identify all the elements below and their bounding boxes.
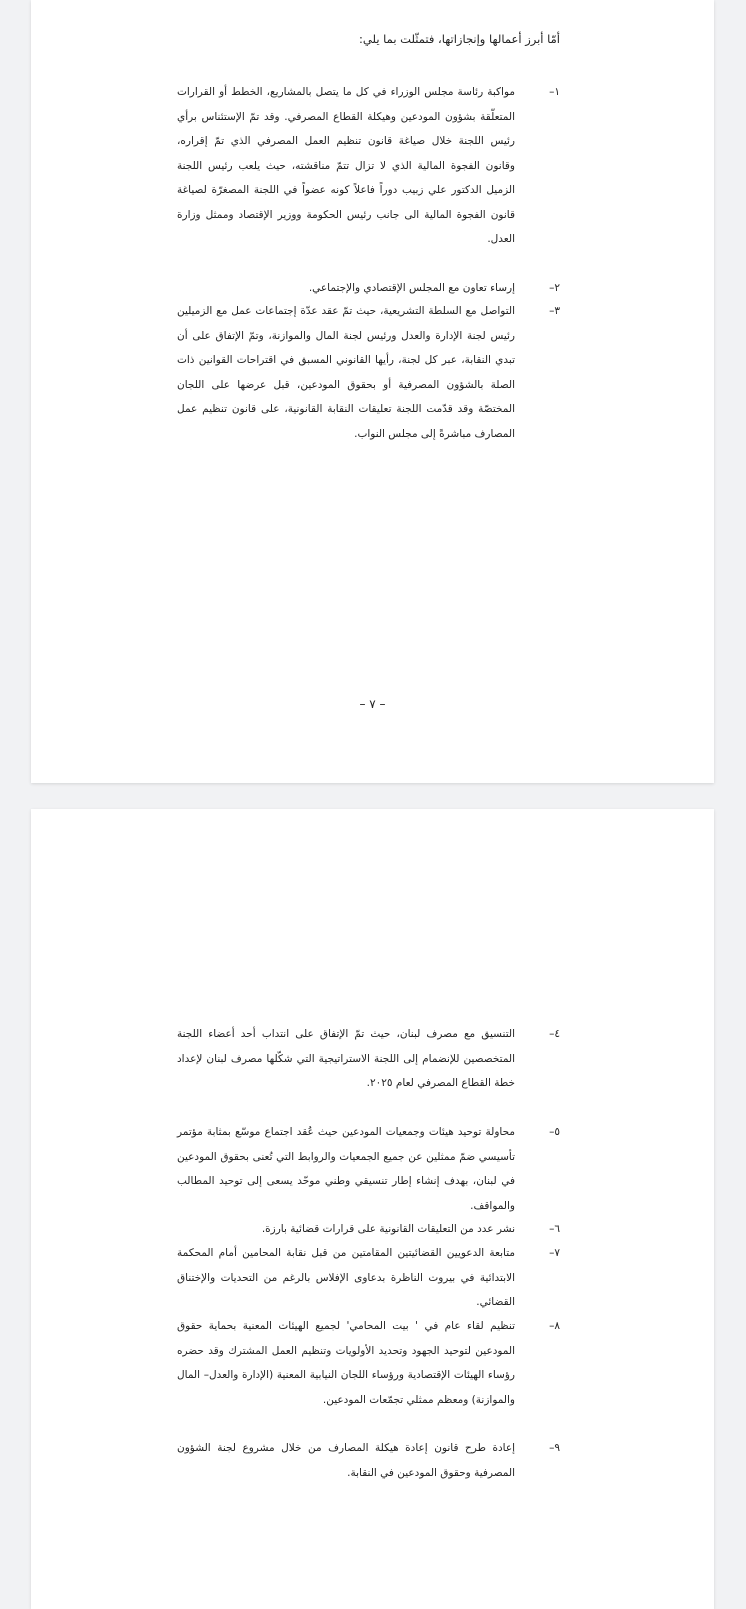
document-page-2 (31, 809, 714, 1609)
item-number: ٦– (549, 1223, 560, 1235)
item-text: نشر عدد من التعليقات القانونية على قرارات قضائية بارزة. (261, 1223, 515, 1235)
document-page-1 (31, 0, 714, 783)
item-text: التنسيق مع مصرف لبنان، حيث تمّ الإتفاق على انتداب أحد أعضاء اللجنة المتخصصين للإنضمام إلى اللجنة الاستراتيجية التي شكّلها مصرف لبنان لإعداد خطة القطاع المصرفي لعام ٢٠٢٥. (177, 1028, 515, 1089)
item-text: متابعة الدعويين القضائيتين المقامتين من قبل نقابة المحامين أمام المحكمة الابتدائية في بيروت الناظرة بدعاوى الإفلاس بالرغم من التحديات والإختناق القضائي. (177, 1247, 515, 1308)
intro-text: أمّا أبرز أعمالها وإنجازاتها، فتمثّلت بما يلي: (359, 32, 560, 46)
item-number: ٤– (549, 1028, 560, 1040)
item-number: ٣– (549, 305, 560, 317)
item-number: ٩– (549, 1442, 560, 1454)
item-text: محاولة توحيد هيئات وجمعيات المودعين حيث عُقد اجتماع موسّع بمثابة مؤتمر تأسيسي ضمّ ممثلين عن جميع الجمعيات والروابط التي تُعنى بحقوق المودعين في لبنان، بهدف إنشاء إطار تنسيقي وطني موحّد يسعى إلى توحيد المطالب والمواقف. (177, 1126, 515, 1212)
item-text: تنظيم لقاء عام في ' بيت المحامي' لجميع الهيئات المعنية بحماية حقوق المودعين لتوحيد الجهود وتحديد الأولويات وتنظيم العمل المشترك وقد حضره رؤساء الهيئات الإقتصادية ورؤساء اللجان النيابية المعنية (الإدارة والعدل– المال والموازنة) ومعظم ممثلي تجمّعات المودعين. (177, 1320, 515, 1406)
item-number: ١– (549, 86, 560, 98)
page-number: – ٧ – (359, 697, 386, 711)
item-number: ٧– (549, 1247, 560, 1259)
item-text: إرساء تعاون مع المجلس الإقتصادي والإجتماعي. (308, 282, 515, 294)
item-text: التواصل مع السلطة التشريعية، حيث تمّ عقد عدّة إجتماعات عمل مع الزميلين رئيس لجنة الإدارة والعدل ورئيس لجنة المال والموازنة، وتمّ الإتفاق على أن تبدي النقابة، عبر كل لجنة، رأيها القانوني المسبق في اقتراحات القوانين ذات الصلة بالشؤون المصرفية أو بحقوق المودعين، قبل عرضها على اللجان المختصّة وقد قدّمت اللجنة تعليقات النقابة القانونية، على قانون تنظيم عمل المصارف مباشرةً إلى مجلس النواب. (177, 305, 515, 440)
item-text: مواكبة رئاسة مجلس الوزراء في كل ما يتصل بالمشاريع، الخطط أو القرارات المتعلّقة بشؤون المودعين وهيكلة القطاع المصرفي. وقد تمّ الإستئناس برأي رئيس اللجنة خلال صياغة قانون تنظيم العمل المصرفي الذي تمّ إقراره، وقانون الفجوة المالية الذي لا تزال تتمّ مناقشته، حيث يلعب رئيس اللجنة الزميل الدكتور علي زبيب دوراً فاعلاً كونه عضواً في اللجنة المصغرّة لصياغة قانون الفجوة المالية الى جانب رئيس الحكومة ووزير الإقتصاد وممثل وزارة العدل. (177, 86, 515, 245)
item-number: ٨– (549, 1320, 560, 1332)
item-number: ٥– (549, 1126, 560, 1138)
item-text: إعادة طرح قانون إعادة هيكلة المصارف من خلال مشروع لجنة الشؤون المصرفية وحقوق المودعين في النقابة. (177, 1442, 515, 1479)
item-number: ٢– (549, 282, 560, 294)
